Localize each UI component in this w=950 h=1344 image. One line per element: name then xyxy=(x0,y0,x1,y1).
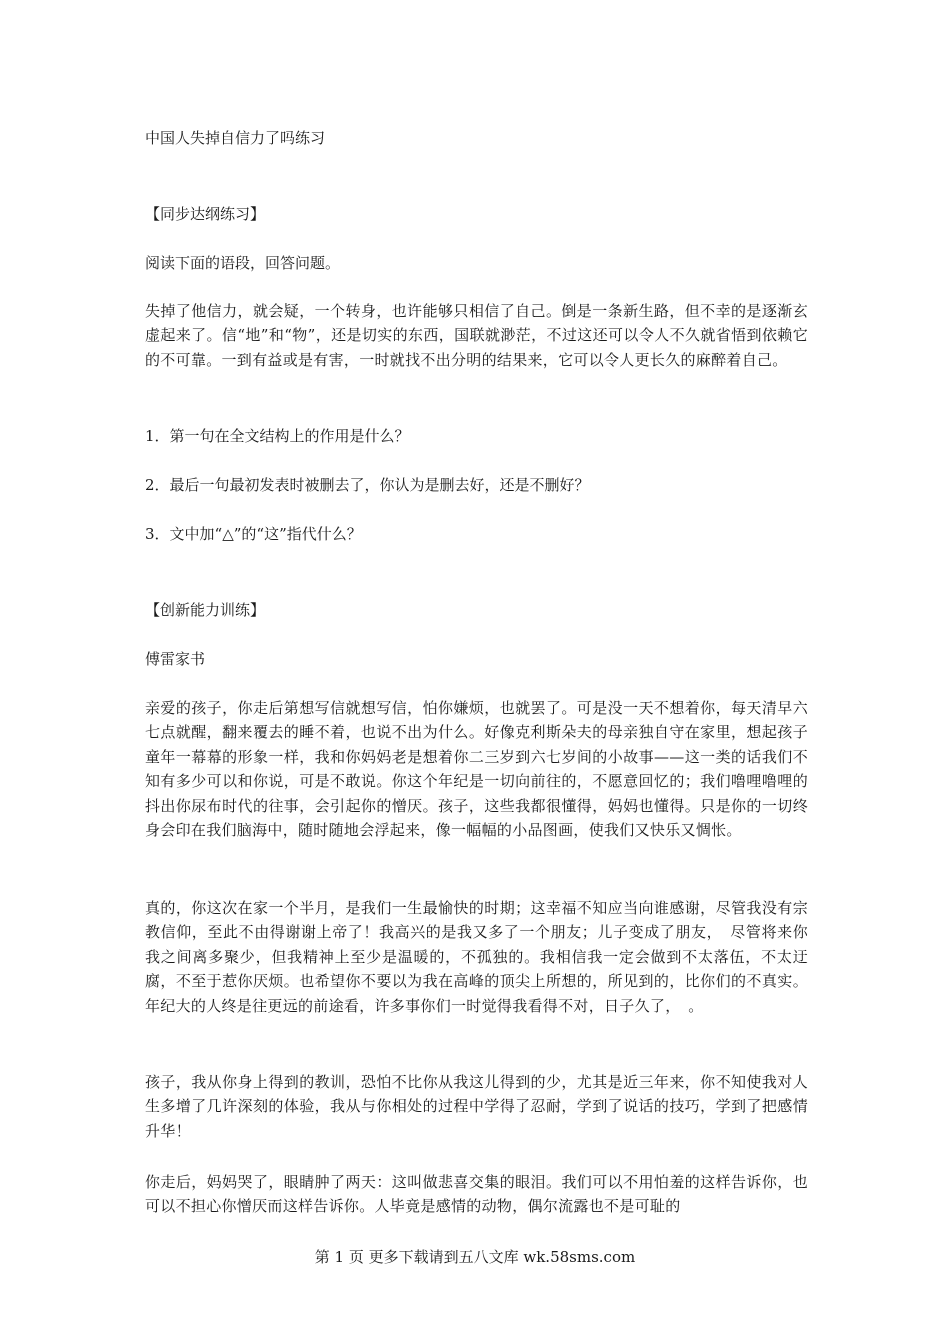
document-title: 中国人失掉自信力了吗练习 xyxy=(145,129,326,147)
article-paragraph-1: 亲爱的孩子，你走后第想写信就想写信，怕你嫌烦，也就罢了。可是没一天不想着你，每天清早六七点就醒，翻来覆去的睡不着，也说不出为什么。好像克利斯朵夫的母亲独自守在家里，想起孩子童年一幕幕的形象一样，我和你妈妈老是想着你二三岁到六七岁间的小故事——这一类的话我们不知有多少可以和你说，可是不敢说。你这个年纪是一切向前往的，不愿意回忆的；我们噜哩噜哩的抖出你尿布时代的往事，会引起你的憎厌。孩子，这些我都很懂得，妈妈也懂得。只是你的一切终身会印在我们脑海中，随时随地会浮起来，像一幅幅的小品图画，使我们又快乐又惆怅。 xyxy=(145,699,808,840)
article-paragraph-3: 孩子，我从你身上得到的教训，恐怕不比你从我这儿得到的少，尤其是近三年来，你不知使我对人生多增了几许深刻的体验，我从与你相处的过程中学得了忍耐，学到了说话的技巧，学到了把感情升华！ xyxy=(145,1073,808,1140)
reading-instruction: 阅读下面的语段，回答问题。 xyxy=(145,254,341,272)
section-heading-sync-practice: 【同步达纲练习】 xyxy=(145,205,266,223)
question-1: 1．第一句在全文结构上的作用是什么？ xyxy=(145,427,410,445)
reading-passage: 失掉了他信力，就会疑，一个转身，也许能够只相信了自己。倒是一条新生路，但不幸的是逐渐玄虚起来了。信“地”和“物”，还是切实的东西，国联就渺茫，不过这还可以令人不久就省悟到依赖它的不可靠。一到有益或是有害，一时就找不出分明的结果来，它可以令人更长久的麻醉着自己。 xyxy=(145,302,808,369)
page-footer: 第 1 页 更多下载请到五八文库 wk.58sms.com xyxy=(314,1248,636,1266)
question-2: 2．最后一句最初发表时被删去了，你认为是删去好，还是不删好？ xyxy=(145,476,590,494)
article-paragraph-4: 你走后，妈妈哭了，眼睛肿了两天：这叫做悲喜交集的眼泪。我们可以不用怕羞的这样告诉你，也可以不担心你憎厌而这样告诉你。人毕竟是感情的动物，偶尔流露也不是可耻的 xyxy=(145,1173,808,1216)
section-heading-innovation-training: 【创新能力训练】 xyxy=(145,601,266,619)
article-paragraph-2: 真的，你这次在家一个半月，是我们一生最愉快的时期；这幸福不知应当向谁感谢，尽管我没有宗教信仰，至此不由得谢谢上帝了！我高兴的是我又多了一个朋友；儿子变成了朋友， 尽管将来你我之间离多聚少，但我精神上至少是温暖的，不孤独的。我相信我一定会做到不太落伍，不太迂腐，不至于惹你厌烦。也希望你不要以为我在高峰的顶尖上所想的，所见到的，比你们的不真实。年纪大的人终是往更远的前途看，许多事你们一时觉得我看得不对，日子久了， 。 xyxy=(145,899,808,1015)
article-title: 傅雷家书 xyxy=(145,650,206,668)
question-3: 3．文中加“△”的“这”指代什么？ xyxy=(145,525,362,543)
